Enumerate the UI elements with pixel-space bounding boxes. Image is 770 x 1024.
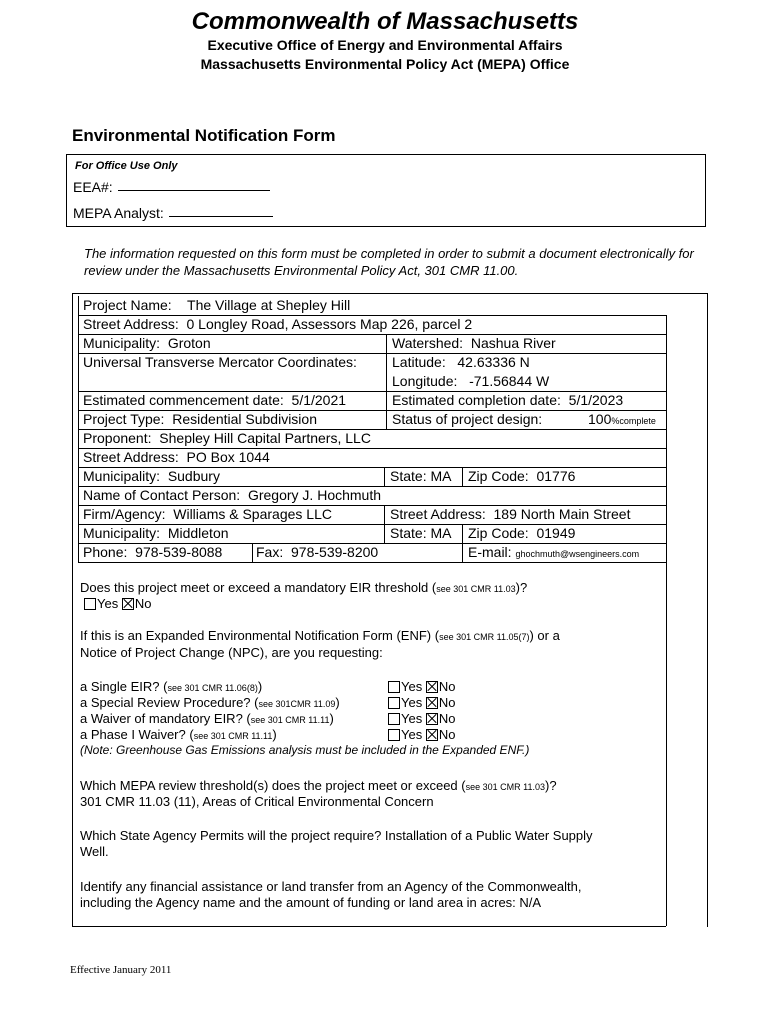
contact-fax-row <box>256 543 378 562</box>
project-name-row <box>83 296 350 315</box>
longitude-label: Longitude: <box>392 373 458 389</box>
project-municipality-value[interactable]: Groton <box>167 335 211 351</box>
longitude-value[interactable]: -71.56844 W <box>469 373 550 389</box>
contact-email-value[interactable]: ghochmuth@wsengineers.com <box>515 549 640 559</box>
request-phase-waiver-answer: Yes No <box>388 726 455 743</box>
phase-waiver-yes-checkbox[interactable] <box>388 729 400 741</box>
single-eir-no-checkbox[interactable] <box>426 681 438 693</box>
mepa-analyst-label: MEPA Analyst: <box>73 205 164 221</box>
contact-zip-label: Zip Code: <box>468 525 529 541</box>
contact-street-row <box>390 505 630 524</box>
project-municipality-row <box>83 334 211 353</box>
proponent-street-label: Street Address: <box>83 449 179 465</box>
eea-number-row <box>73 179 270 195</box>
design-status-value[interactable]: 100 <box>588 411 612 427</box>
contact-phone-row <box>83 543 222 562</box>
eir-no-label: No <box>134 596 152 611</box>
utm-label: Universal Transverse Mercator Coordinates: <box>83 354 357 370</box>
permits-question: Which State Agency Permits will the project require? Installation of a Public Water Supply <box>80 828 593 843</box>
form-bottom-rule <box>72 926 666 927</box>
latitude-label: Latitude: <box>392 354 446 370</box>
ghg-note: (Note: Greenhouse Gas Emissions analysis must be included in the Expanded ENF.) <box>80 743 530 757</box>
design-status-label: Status of project design: <box>392 411 543 427</box>
project-type-label: Project Type: <box>83 411 165 427</box>
document-title: Commonwealth of Massachusetts <box>191 8 579 35</box>
enf-question: If this is an Expanded Environmental Notification Form (ENF) (see 301 CMR 11.05(7)) or a <box>80 628 560 643</box>
contact-firm-value[interactable]: Williams & Sparages LLC <box>173 506 332 522</box>
mepa-analyst-field[interactable] <box>169 216 273 217</box>
eir-no-checkbox[interactable] <box>122 598 134 610</box>
contact-municipality-label: Municipality: <box>83 525 161 541</box>
completion-row <box>392 391 623 410</box>
design-status-unit: %complete <box>611 416 656 426</box>
form-title: Environmental Notification Form <box>72 126 336 145</box>
contact-state-row <box>390 524 451 543</box>
enf-question-line2: Notice of Project Change (NPC), are you requesting: <box>80 645 383 660</box>
proponent-zip-label: Zip Code: <box>468 468 529 484</box>
assistance-question-line2: including the Agency name and the amount of funding or land area in acres: N/A <box>80 895 542 910</box>
project-street-row <box>83 315 472 334</box>
contact-fax-label: Fax: <box>256 544 284 560</box>
completion-label: Estimated completion date: <box>392 392 561 408</box>
proponent-state-label: State: <box>390 468 427 484</box>
eir-threshold-answer <box>84 595 151 612</box>
eir-yes-label: Yes <box>97 596 119 611</box>
eir-threshold-question: Does this project meet or exceed a mandatory EIR threshold (see 301 CMR 11.03)? <box>80 580 528 595</box>
contact-email-row <box>468 543 639 564</box>
phase-waiver-no-checkbox[interactable] <box>426 729 438 741</box>
contact-phone-label: Phone: <box>83 544 128 560</box>
latitude-value[interactable]: 42.63336 N <box>457 354 530 370</box>
latitude-row <box>392 353 530 372</box>
longitude-row <box>392 372 549 391</box>
document-subtitle-office: Massachusetts Environmental Policy Act (MEPA) Office <box>200 56 570 72</box>
office-use-label: For Office Use Only <box>75 160 178 172</box>
waiver-eir-yes-checkbox[interactable] <box>388 713 400 725</box>
watershed-row <box>392 334 556 353</box>
contact-municipality-row <box>83 524 229 543</box>
proponent-street-row <box>83 448 270 467</box>
proponent-municipality-value[interactable]: Sudbury <box>167 468 220 484</box>
contact-phone-value[interactable]: 978-539-8088 <box>135 544 223 560</box>
special-review-no-checkbox[interactable] <box>426 697 438 709</box>
contact-zip-value[interactable]: 01949 <box>536 525 576 541</box>
waiver-eir-no-checkbox[interactable] <box>426 713 438 725</box>
proponent-municipality-row <box>83 467 220 486</box>
watershed-value[interactable]: Nashua River <box>470 335 556 351</box>
contact-firm-label: Firm/Agency: <box>83 506 166 522</box>
eir-yes-checkbox[interactable] <box>84 598 96 610</box>
contact-municipality-value[interactable]: Middleton <box>167 525 229 541</box>
watershed-label: Watershed: <box>392 335 464 351</box>
permits-question-line2: Well. <box>80 844 109 859</box>
proponent-zip-value[interactable]: 01776 <box>536 468 576 484</box>
request-single-eir: a Single EIR? (see 301 CMR 11.06(8)) <box>80 679 263 694</box>
request-special-review-answer: Yes No <box>388 694 455 711</box>
contact-name-row <box>83 486 381 505</box>
project-type-value[interactable]: Residential Subdivision <box>172 411 317 427</box>
document-subtitle-agency: Executive Office of Energy and Environmental Affairs <box>207 37 563 53</box>
project-street-label: Street Address: <box>83 316 179 332</box>
proponent-street-value[interactable]: PO Box 1044 <box>186 449 270 465</box>
commencement-row <box>83 391 346 410</box>
project-street-value[interactable]: 0 Longley Road, Assessors Map 226, parcel 2 <box>186 316 473 332</box>
proponent-municipality-label: Municipality: <box>83 468 161 484</box>
threshold-question: Which MEPA review threshold(s) does the project meet or exceed (see 301 CMR 11.03)? <box>80 778 557 793</box>
request-waiver-eir: a Waiver of mandatory EIR? (see 301 CMR 11.11) <box>80 711 334 726</box>
request-waiver-eir-answer: Yes No <box>388 710 455 727</box>
contact-firm-row <box>83 505 332 524</box>
proponent-state-row <box>390 467 451 486</box>
design-status-row <box>588 410 656 431</box>
project-name-value[interactable]: The Village at Shepley Hill <box>187 297 351 313</box>
proponent-zip-row <box>468 467 575 486</box>
assistance-question: Identify any financial assistance or land transfer from an Agency of the Commonwealth, <box>80 879 582 894</box>
footer-effective-date: Effective January 2011 <box>70 964 172 976</box>
contact-name-label: Name of Contact Person: <box>83 487 241 503</box>
contact-fax-value[interactable]: 978-539-8200 <box>291 544 379 560</box>
commencement-value[interactable]: 5/1/2021 <box>291 392 347 408</box>
proponent-value[interactable]: Shepley Hill Capital Partners, LLC <box>159 430 371 446</box>
completion-value[interactable]: 5/1/2023 <box>568 392 624 408</box>
eea-number-label: EEA#: <box>73 179 113 195</box>
project-municipality-label: Municipality: <box>83 335 161 351</box>
special-review-yes-checkbox[interactable] <box>388 697 400 709</box>
request-single-eir-answer: Yes No <box>388 678 455 695</box>
proponent-row <box>83 429 371 448</box>
commencement-label: Estimated commencement date: <box>83 392 284 408</box>
contact-state-label: State: <box>390 525 427 541</box>
request-phase-waiver: a Phase I Waiver? (see 301 CMR 11.11) <box>80 727 277 742</box>
eea-number-field[interactable] <box>118 190 270 191</box>
proponent-label: Proponent: <box>83 430 152 446</box>
contact-state-value[interactable]: MA <box>430 525 452 541</box>
single-eir-yes-checkbox[interactable] <box>388 681 400 693</box>
project-name-label: Project Name: <box>83 297 172 313</box>
contact-street-value[interactable]: 189 North Main Street <box>493 506 631 522</box>
proponent-state-value[interactable]: MA <box>430 468 452 484</box>
contact-zip-row <box>468 524 575 543</box>
mepa-analyst-row <box>73 205 273 221</box>
office-use-box <box>66 154 706 227</box>
contact-email-label: E-mail: <box>468 544 512 560</box>
request-special-review: a Special Review Procedure? (see 301CMR 11.09) <box>80 695 340 710</box>
contact-name-value[interactable]: Gregory J. Hochmuth <box>247 487 382 503</box>
threshold-answer[interactable]: 301 CMR 11.03 (11), Areas of Critical Environmental Concern <box>80 794 434 809</box>
project-type-row <box>83 410 317 429</box>
intro-text: The information requested on this form must be completed in order to submit a document electronically for review under the Massachusetts Environmental Policy Act, 301 CMR 11.00. <box>84 246 694 278</box>
contact-street-label: Street Address: <box>390 506 486 522</box>
